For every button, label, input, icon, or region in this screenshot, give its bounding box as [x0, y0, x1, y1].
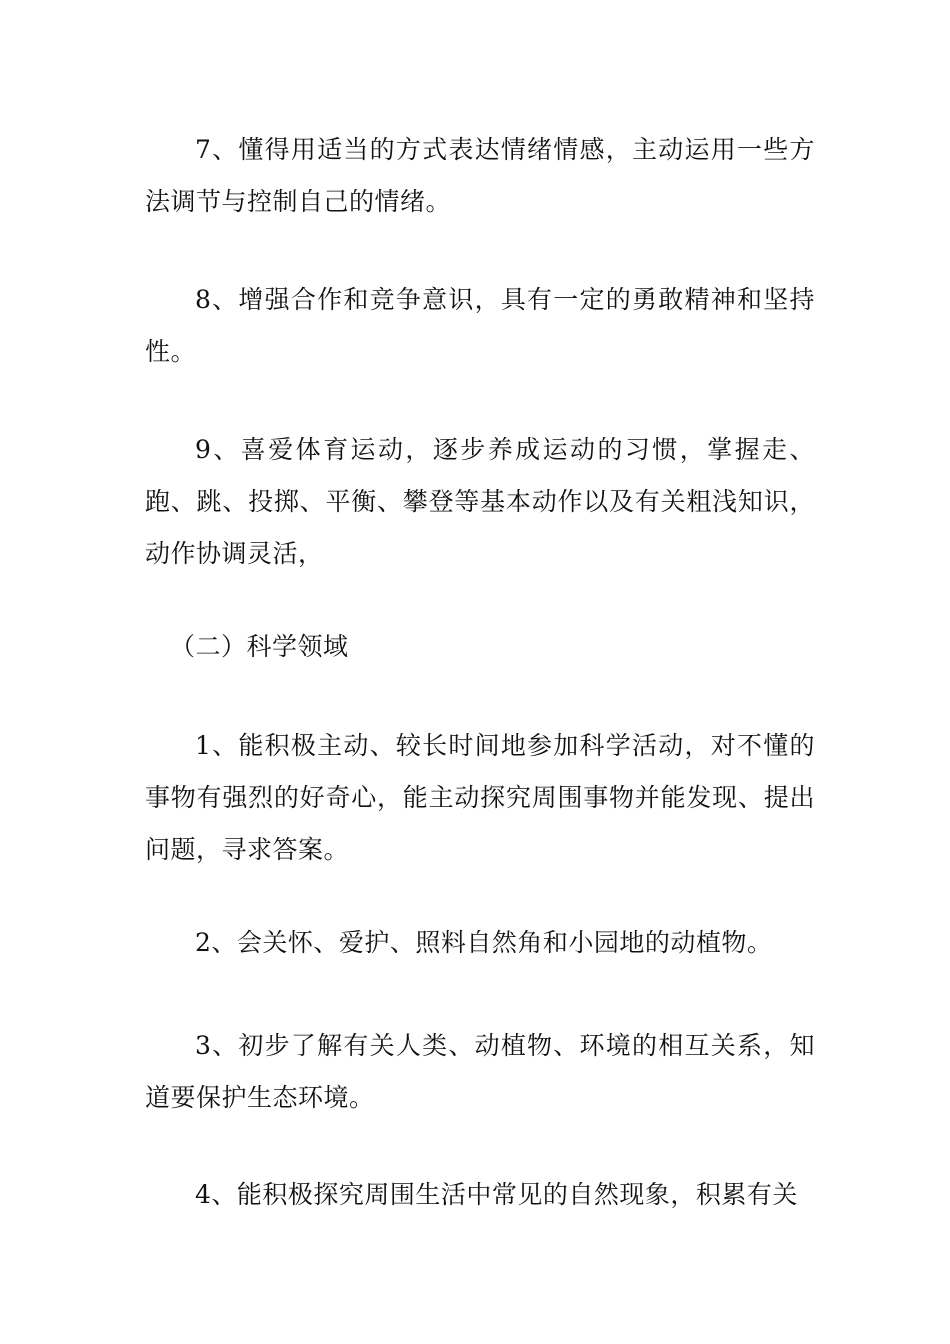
- paragraph-item-7: 7、懂得用适当的方式表达情绪情感，主动运用一些方法调节与控制自己的情绪。: [145, 135, 815, 216]
- science-item-4: 4、能积极探究周围生活中常见的自然现象，积累有关: [195, 1180, 798, 1209]
- section-heading-science: （二）科学领域: [170, 632, 349, 661]
- paragraph-item-9: 9、喜爱体育运动，逐步养成运动的习惯，掌握走、跑、跳、投掷、平衡、攀登等基本动作以及有关粗浅知识，动作协调灵活，: [145, 435, 815, 568]
- science-item-2: 2、会关怀、爱护、照料自然角和小园地的动植物。: [195, 928, 773, 957]
- science-item-1: 1、能积极主动、较长时间地参加科学活动，对不懂的事物有强烈的好奇心，能主动探究周围事物并能发现、提出问题，寻求答案。: [145, 731, 815, 864]
- paragraph-item-8: 8、增强合作和竞争意识，具有一定的勇敢精神和坚持性。: [145, 285, 815, 366]
- science-item-3: 3、初步了解有关人类、动植物、环境的相互关系，知道要保护生态环境。: [145, 1031, 815, 1112]
